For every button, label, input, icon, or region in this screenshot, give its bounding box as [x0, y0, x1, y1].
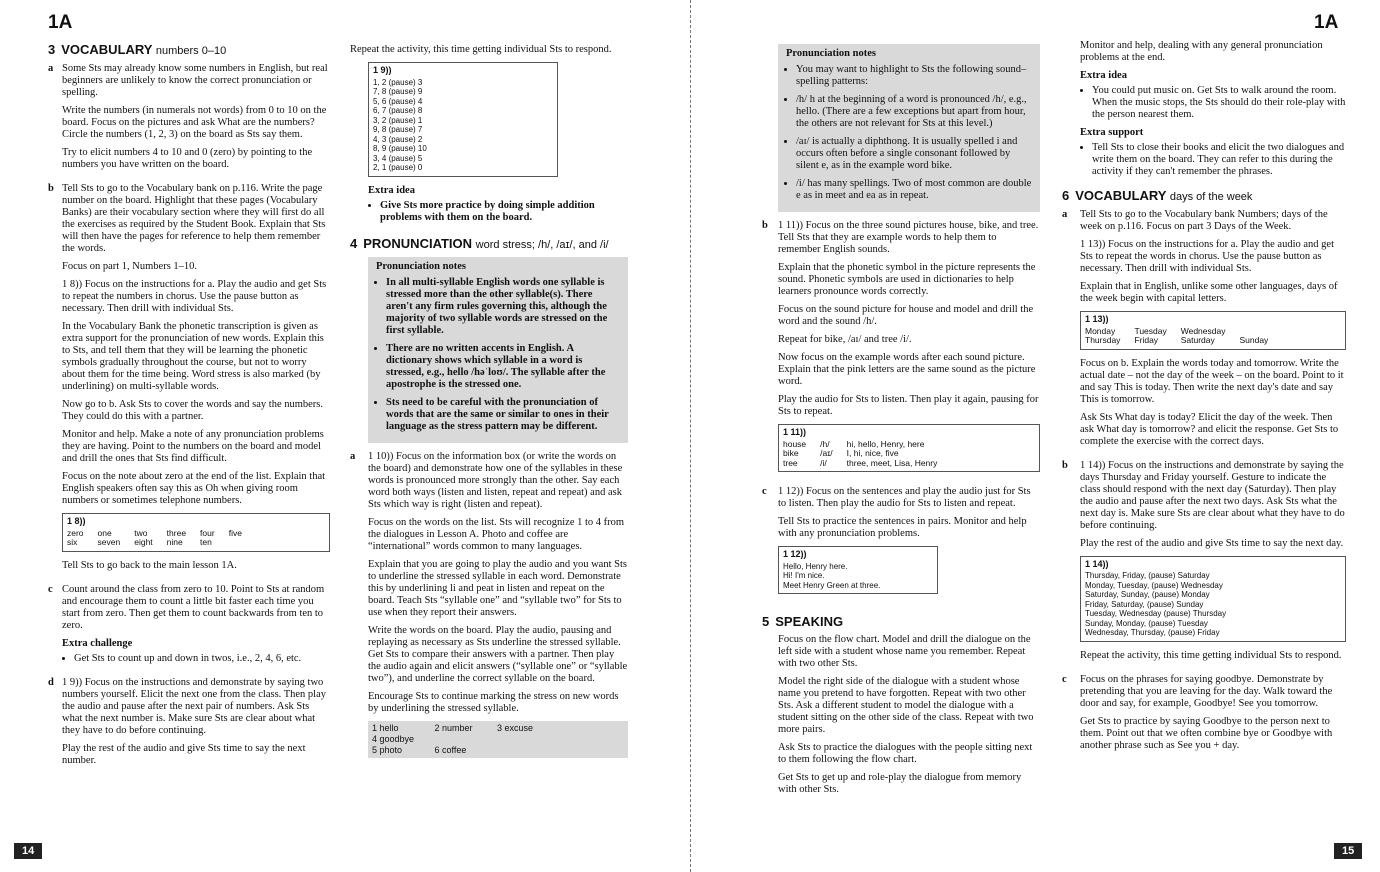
audio-word: five	[228, 527, 242, 538]
audio-day-table	[1085, 327, 1282, 346]
audio-word: three	[166, 527, 187, 538]
audio-word	[229, 538, 256, 548]
paragraph: Ask Sts What day is today? Elicit the day of the week. Then ask What day is tomorrow? and elicit the response. Get Sts to complete the exercise with the correct days.	[1080, 411, 1339, 447]
column-3	[762, 44, 1040, 802]
audio-track-label: 1 11))	[783, 427, 807, 437]
column-4	[1062, 40, 1346, 764]
word-item: 5 photo	[372, 744, 403, 755]
step-label: d	[48, 676, 54, 688]
section-heading-speaking	[762, 616, 1040, 628]
paragraph: Play the audio for Sts to listen. Then play it again, pausing for Sts to repeat.	[778, 394, 1039, 417]
paragraph: Get Sts to get up and role-play the dialogue from memory with other Sts.	[778, 772, 1022, 795]
audio-word: Sunday	[1239, 335, 1269, 345]
step-b	[762, 220, 1040, 480]
paragraph: Focus on b. Explain the words today and tomorrow. Write the actual date – not the day of the week – on the board. Point to it and say This is today. Then write the next day's date and say This is tomorrow.	[1080, 357, 1344, 405]
section-heading-pronunciation	[350, 235, 628, 251]
paragraph: Focus on the flow chart. Model and drill the dialogue on the left side with a student whose name you remember. Repeat with two other Sts.	[778, 634, 1031, 669]
audio-word: two	[134, 527, 148, 538]
audio-line: Hi! I'm nice.	[783, 571, 825, 580]
step-b	[1062, 460, 1346, 668]
paragraph: Tell Sts to practice the sentences in pairs. Monitor and help with any pronunciation problems.	[778, 516, 1027, 539]
audio-line: 7, 8 (pause) 9	[373, 87, 423, 96]
step-label: a	[1062, 209, 1068, 220]
paragraph: 1 10)) Focus on the information box (or write the words on the board) and demonstrate how one of the syllables in these words is pronounced more strongly than the other. Say each word both ways (listen and listen, repeat and repeat) and ask Sts which way is right (listen and repeat).	[368, 450, 623, 510]
note-item: • /aɪ/ is actually a diphthong. It is usually spelled i and occurs often before a single consonant followed by silent e, as in the example word bike.	[796, 136, 1032, 172]
audio-line: Tuesday, Wednesday (pause) Thursday	[1085, 609, 1227, 618]
paragraph: Write the numbers (in numerals not words) from 0 to 10 on the board. Focus on the pictures and ask What are the numbers? Circle the numbers (1, 2, 3) on the board as Sts say them.	[62, 105, 327, 140]
page-divider	[690, 0, 691, 872]
audio-word: Thursday	[1085, 335, 1121, 345]
audio-word: Monday	[1085, 325, 1116, 336]
paragraph: Play the rest of the audio and give Sts time to say the next day.	[1080, 537, 1344, 549]
paragraph: 1 14)) Focus on the instructions and demonstrate by saying the days Thursday and Friday yourself. Gesture to indicate the class should respond with the next day (Saturday). Then play the audio and pause after the next two days. Ask Sts what the next day is. Make sure Sts are clear about what they have to do before continuing.	[1080, 459, 1345, 531]
note-item: • There are no written accents in English. A dictionary shows which syllable in a word is stressed, e.g., hello /həˈloʊ/. The syllable after the apostrophe is the stressed one.	[386, 343, 620, 391]
paragraph: Focus on the note about zero at the end of the list. Explain that English speakers often say this as Oh when giving room numbers or sometimes telephone numbers.	[62, 471, 326, 506]
extra-idea-heading: Extra idea	[368, 184, 415, 196]
paragraph: Repeat for bike, /aɪ/ and tree /i/.	[778, 334, 912, 345]
audio-track-label: 1 12))	[783, 549, 807, 559]
audio-line: 9, 8 (pause) 7	[373, 125, 423, 134]
paragraph: Write the words on the board. Play the audio, pausing and replaying as necessary as Sts underline the stressed syllable. Get Sts to compare their answers with a partner. Then play the audio again and elicit answers (“syllable one” or “syllable two”), and underline the correct syllable on the board.	[368, 624, 628, 684]
sound-examples: I, hi, nice, five	[846, 448, 899, 458]
step-label: b	[48, 183, 54, 194]
paragraph: Some Sts may already know some numbers in English, but real beginners are unlikely to know the correct pronunciation or spelling.	[62, 63, 328, 98]
unit-label-left: 1A	[48, 12, 73, 33]
audio-line: 4, 3 (pause) 2	[373, 134, 423, 144]
note-item: • /h/ h at the beginning of a word is pronounced /h/, e.g., hello. (There are a few exceptions but apart from hour, the others are not relevant for Sts at this level.)	[796, 94, 1032, 130]
audio-word: ten	[200, 537, 212, 547]
stress-word-list	[368, 721, 628, 758]
unit-label-right: 1A	[1314, 12, 1339, 33]
notes-title: Pronunciation notes	[376, 260, 466, 272]
page-number-right: 15	[1334, 843, 1362, 859]
step-d	[48, 677, 330, 773]
audio-word: eight	[134, 537, 153, 547]
audio-line: 8, 9 (pause) 10	[373, 144, 427, 153]
paragraph: Tell Sts to go to the Vocabulary bank on p.116. Write the page number on the board. Highlight that these pages (Vocabulary Banks) are their vocabulary section where they will first do all the exercises as required by the Student Book. Explain that Sts will then have the pages for reference to help them remember the words.	[62, 183, 326, 254]
audio-line: Sunday, Monday, (pause) Tuesday	[1085, 618, 1208, 628]
audio-line: 3, 4 (pause) 5	[373, 153, 423, 163]
audio-script-box	[778, 424, 1040, 472]
sound-symbol: /h/	[820, 438, 830, 449]
paragraph: Encourage Sts to continue marking the stress on new words by underlining the stressed syllable.	[368, 690, 619, 714]
step-a	[1062, 209, 1346, 454]
audio-script-box	[1080, 556, 1346, 642]
section-subtitle: numbers 0–10	[155, 45, 227, 57]
paragraph: Count around the class from zero to 10. Point to Sts at random and encourage them to count a little bit faster each time you start from zero. Then get them to count backwards from ten to zero.	[62, 583, 325, 631]
paragraph: Get Sts to practice by saying Goodbye to the person next to them. Point out that we often combine bye or Goodbye with another phrase such as See you + day.	[1080, 715, 1333, 751]
note-item: • Sts need to be careful with the pronunciation of words that are the same or similar to ones in their language as the stress pattern may be different.	[386, 397, 620, 433]
bullet-item: • Tell Sts to close their books and elicit the two dialogues and write them on the board. They can refer to this during the activity if they can't remember the phrases.	[1092, 142, 1346, 178]
paragraph: Repeat the activity, this time getting individual Sts to respond.	[1080, 649, 1342, 661]
audio-line: Wednesday, Thursday, (pause) Friday	[1085, 628, 1220, 637]
audio-line: Saturday, Sunday, (pause) Monday	[1085, 590, 1210, 599]
paragraph: Explain that in English, unlike some other languages, days of the week begin with capital letters.	[1080, 281, 1338, 304]
paragraph: 1 9)) Focus on the instructions and demonstrate by saying two numbers yourself. Elicit the next one from the class. Then play the audio and pause after the next pair of numbers. Ask Sts what the next number is. Make sure Sts are clear about what they have to do before continuing.	[62, 676, 326, 736]
audio-line: Friday, Saturday, (pause) Sunday	[1085, 599, 1204, 609]
audio-word-table	[67, 529, 256, 548]
audio-script-box	[368, 62, 558, 177]
section-number: 3	[48, 42, 56, 57]
paragraph: Focus on the phrases for saying goodbye. Demonstrate by pretending that you are leaving for the day. Walk toward the door and say, for example, Goodbye! See you tomorrow.	[1080, 673, 1333, 709]
audio-script-box	[778, 546, 938, 594]
paragraph: Tell Sts to go to the Vocabulary bank Numbers; days of the week on p.116. Focus on part 3 Days of the Week.	[1080, 209, 1328, 232]
paragraph: Model the right side of the dialogue with a student whose name you pretend to have forgotten. Repeat with two other Sts. Ask a different student to model the dialogue with a student sitting on the other side of the class. Repeat with two more pairs.	[778, 676, 1034, 735]
column-1	[48, 44, 330, 779]
step-label: a	[48, 63, 54, 74]
note-item: • You may want to highlight to Sts the following sound–spelling patterns:	[796, 64, 1032, 88]
section-heading-vocabulary	[1062, 190, 1346, 203]
paragraph: 1 12)) Focus on the sentences and play the audio just for Sts to listen. Then play the audio for Sts to listen and repeat.	[778, 486, 1031, 509]
sound-symbol: /i/	[820, 457, 827, 468]
section-title: VOCABULARY	[61, 42, 153, 57]
bullet-item: • Give Sts more practice by doing simple addition problems with them on the board.	[380, 200, 628, 224]
paragraph: Monitor and help. Make a note of any pronunciation problems they are having. Point to the numbers on the board and model and drill the ones that Sts find difficult.	[62, 429, 324, 464]
section-subtitle: days of the week	[1169, 191, 1253, 203]
paragraph: Explain that the phonetic symbol in the picture represents the sound. Phonetic symbols are used in dictionaries to help learners pronounce words correctly.	[778, 262, 1036, 297]
section-number: 4	[350, 235, 358, 251]
pronunciation-notes-box	[778, 44, 1040, 212]
paragraph: Play the rest of the audio and give Sts time to say the next number.	[62, 742, 306, 766]
audio-word: nine	[166, 537, 183, 547]
paragraph: 1 8)) Focus on the instructions for a. Play the audio and get Sts to repeat the numbers in chorus. Use the pause button as necessary. Then drill with individual Sts.	[62, 279, 327, 314]
audio-word: Wednesday	[1180, 325, 1226, 336]
sound-word: tree	[783, 457, 798, 468]
paragraph: 1 13)) Focus on the instructions for a. Play the audio and get Sts to repeat the words in chorus. Use the pause button as necessary. Then drill with individual Sts.	[1080, 239, 1334, 274]
section-title: PRONUNCIATION	[363, 235, 473, 251]
word-item: 4 goodbye	[372, 733, 415, 744]
note-item: • In all multi-syllable English words one syllable is stressed more than the other syllable(s). There aren't any firm rules governing this, although the majority of two syllable words are stressed on the first syllable.	[386, 277, 620, 337]
audio-word: Tuesday	[1134, 325, 1167, 336]
audio-word: Friday	[1134, 335, 1159, 345]
audio-word: Saturday	[1180, 335, 1215, 345]
audio-line: 6, 7 (pause) 8	[373, 106, 423, 115]
audio-line: 5, 6 (pause) 4	[373, 96, 423, 106]
column-2	[350, 44, 628, 764]
paragraph: Tell Sts to go back to the main lesson 1A.	[62, 559, 237, 571]
paragraph: In the Vocabulary Bank the phonetic transcription is given as extra support for the pronunciation of new words. Explain this to Sts, and tell them that they will be learning the phonetic symbols gradually throughout the course, but not to worry about them for the time being. Word stress is also marked (by underlining) on multi-syllable words.	[62, 321, 324, 392]
notes-title: Pronunciation notes	[786, 48, 876, 59]
pronunciation-notes-box	[368, 257, 628, 443]
extra-challenge-heading: Extra challenge	[62, 637, 133, 649]
word-item: 1 hello	[372, 722, 399, 733]
step-label: c	[762, 486, 767, 497]
audio-line: Monday, Tuesday, (pause) Wednesday	[1085, 580, 1223, 590]
audio-script-box	[1080, 311, 1346, 350]
audio-line: 1, 2 (pause) 3	[373, 77, 423, 87]
sound-symbol: /aɪ/	[820, 448, 833, 458]
paragraph: Focus on part 1, Numbers 1–10.	[62, 261, 198, 272]
step-label: c	[48, 583, 53, 595]
audio-sound-table	[783, 440, 951, 469]
section-subtitle: word stress; /h/, /aɪ/, and /i/	[475, 238, 609, 251]
audio-line: Thursday, Friday, (pause) Saturday	[1085, 571, 1210, 580]
paragraph: Repeat the activity, this time getting individual Sts to respond.	[350, 44, 612, 55]
step-c	[762, 486, 1040, 602]
audio-line: 3, 2 (pause) 1	[373, 115, 423, 125]
word-item: 6 coffee	[434, 744, 467, 755]
audio-script-box	[62, 513, 330, 552]
audio-line: Hello, Henry here.	[783, 561, 848, 571]
section-number: 5	[762, 614, 770, 629]
sound-examples: three, meet, Lisa, Henry	[846, 457, 938, 468]
paragraph: Now go to b. Ask Sts to cover the words and say the numbers. They could do this with a partner.	[62, 399, 324, 422]
paragraph: Focus on the words on the list. Sts will recognize 1 to 4 from the dialogues in Lesson A. Photo and coffee are “international” words common to many languages.	[368, 516, 625, 552]
step-label: b	[762, 220, 768, 231]
audio-word: seven	[97, 537, 121, 547]
paragraph: Now focus on the example words after each sound picture. Explain that the pink letters are the same sound as the picture word.	[778, 352, 1036, 387]
sound-examples: hi, hello, Henry, here	[846, 438, 925, 449]
audio-word: six	[67, 537, 78, 547]
paragraph: Ask Sts to practice the dialogues with the people sitting next to them following the flow chart.	[778, 742, 1033, 765]
step-c	[1062, 674, 1346, 758]
step-a	[350, 451, 628, 758]
audio-track-label: 1 9))	[373, 65, 392, 75]
audio-word: zero	[67, 527, 84, 538]
audio-word: four	[200, 527, 215, 538]
extra-support-heading: Extra support	[1080, 127, 1144, 138]
note-item: • /i/ has many spellings. Two of most common are double e as in meet and ea as in repeat.	[796, 178, 1032, 202]
sound-word: bike	[783, 448, 799, 458]
section-number: 6	[1062, 188, 1070, 203]
audio-track-label: 1 14))	[1085, 558, 1109, 569]
step-b	[48, 183, 330, 578]
section-title: SPEAKING	[775, 614, 844, 629]
paragraph: 1 11)) Focus on the three sound pictures house, bike, and tree. Tell Sts that they are example words to help them to remember English sounds.	[778, 220, 1039, 255]
word-item: 3 excuse	[497, 722, 534, 733]
paragraph: Explain that you are going to play the audio and you want Sts to underline the stressed syllable in each word. Demonstrate this by underlining li and peat in listen and repeat on the board. Teach Sts “syllable one” and “syllable two” for Sts to use when they report their answers.	[368, 558, 627, 618]
bullet-item: • Get Sts to count up and down in twos, i.e., 2, 4, 6, etc.	[74, 653, 330, 665]
paragraph: Focus on the sound picture for house and model and drill the word and the sound /h/.	[778, 304, 1034, 327]
paragraph: Monitor and help, dealing with any general pronunciation problems at the end.	[1080, 40, 1323, 63]
step-label: a	[350, 450, 356, 462]
step-label: b	[1062, 459, 1068, 471]
bullet-item: • You could put music on. Get Sts to walk around the room. When the music stops, the Sts should do their role-play with the person nearest them.	[1092, 85, 1346, 121]
page-number-left: 14	[14, 843, 42, 859]
paragraph: Try to elicit numbers 4 to 10 and 0 (zero) by pointing to the numbers you have written on the board.	[62, 147, 313, 170]
step-label: c	[1062, 673, 1067, 685]
section-heading-vocabulary	[48, 44, 330, 57]
audio-line: Meet Henry Green at three.	[783, 580, 881, 590]
step-c	[48, 584, 330, 671]
sound-word: house	[783, 438, 807, 449]
word-item: 2 number	[434, 722, 473, 733]
audio-word: one	[97, 527, 112, 538]
step-a	[48, 63, 330, 177]
audio-track-label: 1 13))	[1085, 314, 1109, 324]
audio-track-label: 1 8))	[67, 516, 86, 526]
section-title: VOCABULARY	[1075, 188, 1167, 203]
audio-line: 2, 1 (pause) 0	[373, 163, 423, 172]
extra-idea-heading: Extra idea	[1080, 70, 1127, 81]
